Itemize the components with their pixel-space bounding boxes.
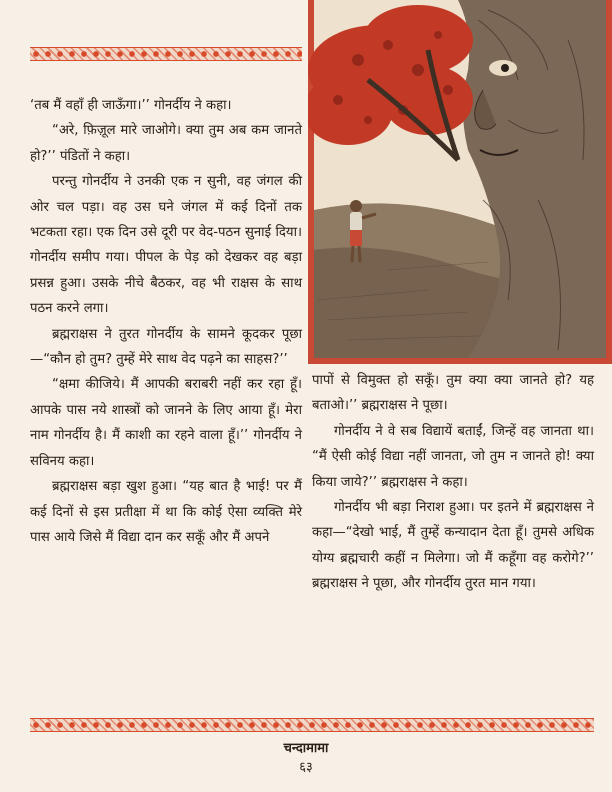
paragraph: गोनर्दीय ने वे सब विद्यायें बताईं, जिन्हें वह जानता था। “मैं ऐसी कोई विद्या नहीं जानता, जो तुम न जानते हो! क्या किया जाये?’’ ब्रह्मराक्षस ने कहा। bbox=[312, 423, 594, 490]
paragraph: ब्रह्मराक्षस बड़ा खुश हुआ। “यह बात है भाई! पर मैं कई दिनों से इस प्रतीक्षा में था कि कोई ऐसा व्यक्ति मेरे पास आये जिसे मैं विद्या दान कर सकूँ और मैं अपने bbox=[30, 479, 302, 545]
paragraph: ब्रह्मराक्षस ने तुरत गोनर्दीय के सामने कूदकर पूछा—“कौन हो तुम? तुम्हें मेरे साथ वेद पढ़ने का साहस?’’ bbox=[30, 326, 302, 368]
decorative-border-top bbox=[30, 47, 302, 61]
left-text-column bbox=[30, 93, 302, 550]
tree-giant-illustration bbox=[308, 0, 612, 364]
paragraph: गोनर्दीय भी बड़ा निराश हुआ। पर इतने में ब्रह्मराक्षस ने कहा—“देखो भाई, मैं तुम्हें कन्यादान देता हूँ। तुमसे अधिक योग्य ब्रह्मचारी कहीं न मिलेगा। जो मैं कहूँगा वह करोगे?’’ ब्रह्मराक्षस ने पूछा, और गोनर्दीय तुरत मान गया। bbox=[312, 500, 594, 592]
decorative-border-bottom bbox=[30, 718, 594, 732]
right-text-column bbox=[312, 368, 594, 597]
story-illustration bbox=[308, 0, 612, 364]
paragraph: “क्षमा कीजिये। मैं आपकी बराबरी नहीं कर रहा हूँ। आपके पास नये शास्त्रों को जानने के लिए आया हूँ। मेरा नाम गोनर्दीय है। मैं काशी का रहने वाला हूँ।’’ गोनर्दीय ने सविनय कहा। bbox=[30, 377, 302, 469]
page-number: ६३ bbox=[299, 760, 313, 775]
magazine-name: चन्दामामा bbox=[283, 741, 329, 756]
paragraph: “अरे, फ़िज़ूल मारे जाओगे। क्या तुम अब कम जानते हो?’’ पंडितों ने कहा। bbox=[30, 123, 302, 164]
paragraph: पापों से विमुक्त हो सकूँ। तुम क्या क्या जानते हो? यह बताओ।’’ ब्रह्मराक्षस ने पूछा। bbox=[312, 373, 594, 414]
paragraph: परन्तु गोनर्दीय ने उनकी एक न सुनी, वह जंगल की ओर चल पड़ा। वह उस घने जंगल में कई दिनों तक भटकता रहा। एक दिन उसे दूरी पर वेद-पठन सुनाई दिया। गोनर्दीय समीप गया। पीपल के पेड़ को देखकर वह बड़ा प्रसन्न हुआ। उसके नीचे बैठकर, वह भी राक्षस के साथ पठन करने लगा। bbox=[30, 174, 302, 317]
paragraph: ‘तब मैं वहाँ ही जाऊँगा।’’ गोनर्दीय ने कहा। bbox=[30, 98, 232, 113]
